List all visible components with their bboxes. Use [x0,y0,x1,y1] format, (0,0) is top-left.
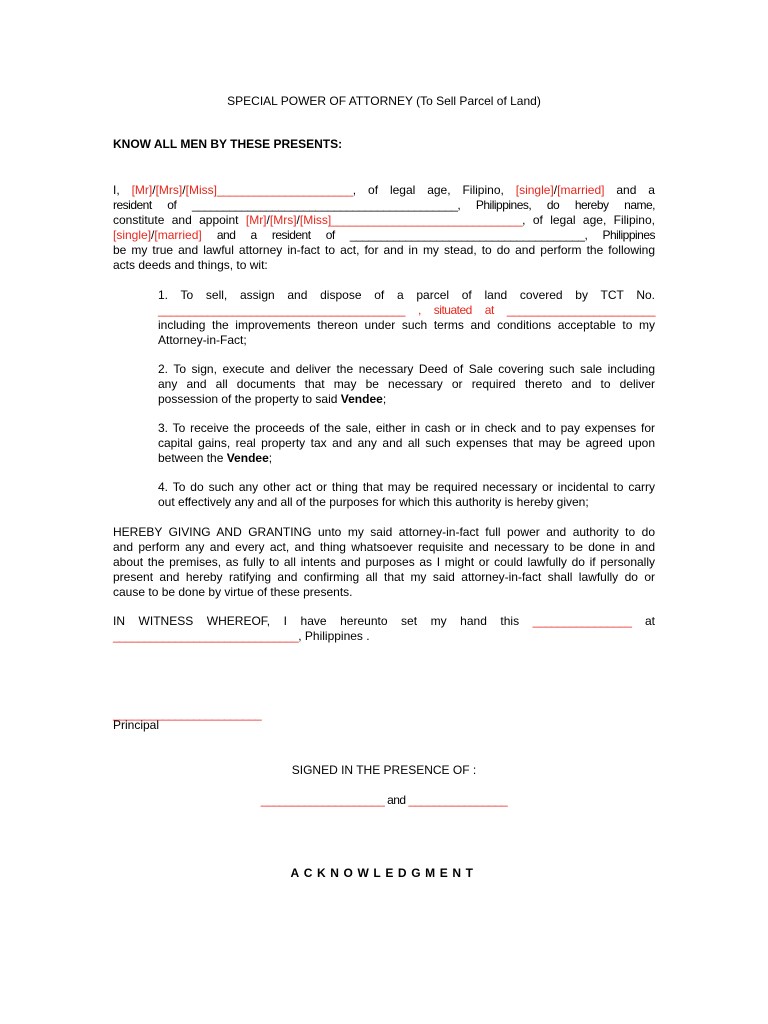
placeholder-mrs-2: [Mrs] [269,213,297,227]
placeholder-miss: [Miss] [185,183,217,197]
document-title: SPECIAL POWER OF ATTORNEY (To Sell Parcel of Land) [227,94,541,108]
vendee-label-2: Vendee [226,451,269,465]
principal-label: Principal [113,718,160,732]
witness-signature-lines: ____________________ and ________________ [260,793,508,807]
tct-blank-line: ________________________________________ , situated at ________________________ [158,303,655,317]
placeholder-mr: [Mr] [131,183,153,197]
witness-paragraph: IN WITNESS WHEREOF, I have hereunto set my hand this ________________ at ______________________________, Philippines . [113,614,655,643]
intro-line-6: acts deeds and things, to wit: [113,258,268,272]
placeholder-mr-2: [Mr] [245,213,267,227]
placeholder-married-2: [married] [154,228,202,242]
place-blank: ______________________________ [113,629,299,643]
placeholder-single-2: [single] [113,228,152,242]
acknowledgment-heading: ACKNOWLEDGMENT [290,866,478,880]
list-item-3: 3. To receive the proceeds of the sale, either in cash or in check and to pay expenses for capital gains, real property tax and any and all such expenses that may be agreed upon between the Vendee; [158,421,655,465]
attorney-name-blank: ]_______________________________ [327,213,523,227]
placeholder-mrs: [Mrs] [155,183,183,197]
name-blank: ______________________ [216,183,353,197]
signed-presence-label: SIGNED IN THE PRESENCE OF : [291,763,477,777]
list-item-2: 2. To sign, execute and deliver the necessary Deed of Sale covering such sale including any and all documents that may be necessary or required thereto and to deliver possession of the property to said Vendee; [158,362,655,406]
list-item-4: 4. To do such any other act or thing that may be required necessary or incidental to carry out effectively any and all of the purposes for which this authority is hereby given; [158,480,655,509]
vendee-label: Vendee [340,392,383,406]
document-heading: KNOW ALL MEN BY THESE PRESENTS: [113,137,343,151]
principal-signature-line: ________________________ [113,707,262,721]
intro-paragraph [113,183,655,273]
placeholder-single: [single] [515,183,554,197]
date-blank: ________________ [532,614,632,628]
intro-line-5: be my true and lawful attorney in-fact to act, for and in my stead, to do and perform the following [113,243,655,257]
list-item-1: 1. To sell, assign and dispose of a parcel of land covered by TCT No. ________________________________________ , situated at ________________________ including the improvements thereon under such terms and conditions acceptable to my Attorney-in-Fact; [158,288,655,347]
intro-line-3: constitute and appoint [Mr]/[Mrs]/[Miss]_______________________________, of legal age, Filipino, [113,213,655,227]
placeholder-miss-2: [Miss [299,213,328,227]
placeholder-married: [married] [557,183,605,197]
intro-line-1: I, [Mr]/[Mrs]/[Miss]______________________, of legal age, Filipino, [single]/[married] and a [113,183,655,197]
intro-line-2: resident of ___________________________________________, Philippines, do hereby name, [113,198,655,212]
intro-line-4: [single]/[married] and a resident of ______________________________________, Philippines [113,228,655,242]
granting-paragraph: HEREBY GIVING AND GRANTING unto my said attorney-in-fact full power and authority to do and perform any and every act, and thing whatsoever requisite and necessary to be done in and about the premises, as fully to all intents and purposes as I might or could lawfully do if personally present and hereby ratifying and confirming all that my said attorney-in-fact shall lawfully do or cause to be done by virtue of these presents. [113,525,655,599]
